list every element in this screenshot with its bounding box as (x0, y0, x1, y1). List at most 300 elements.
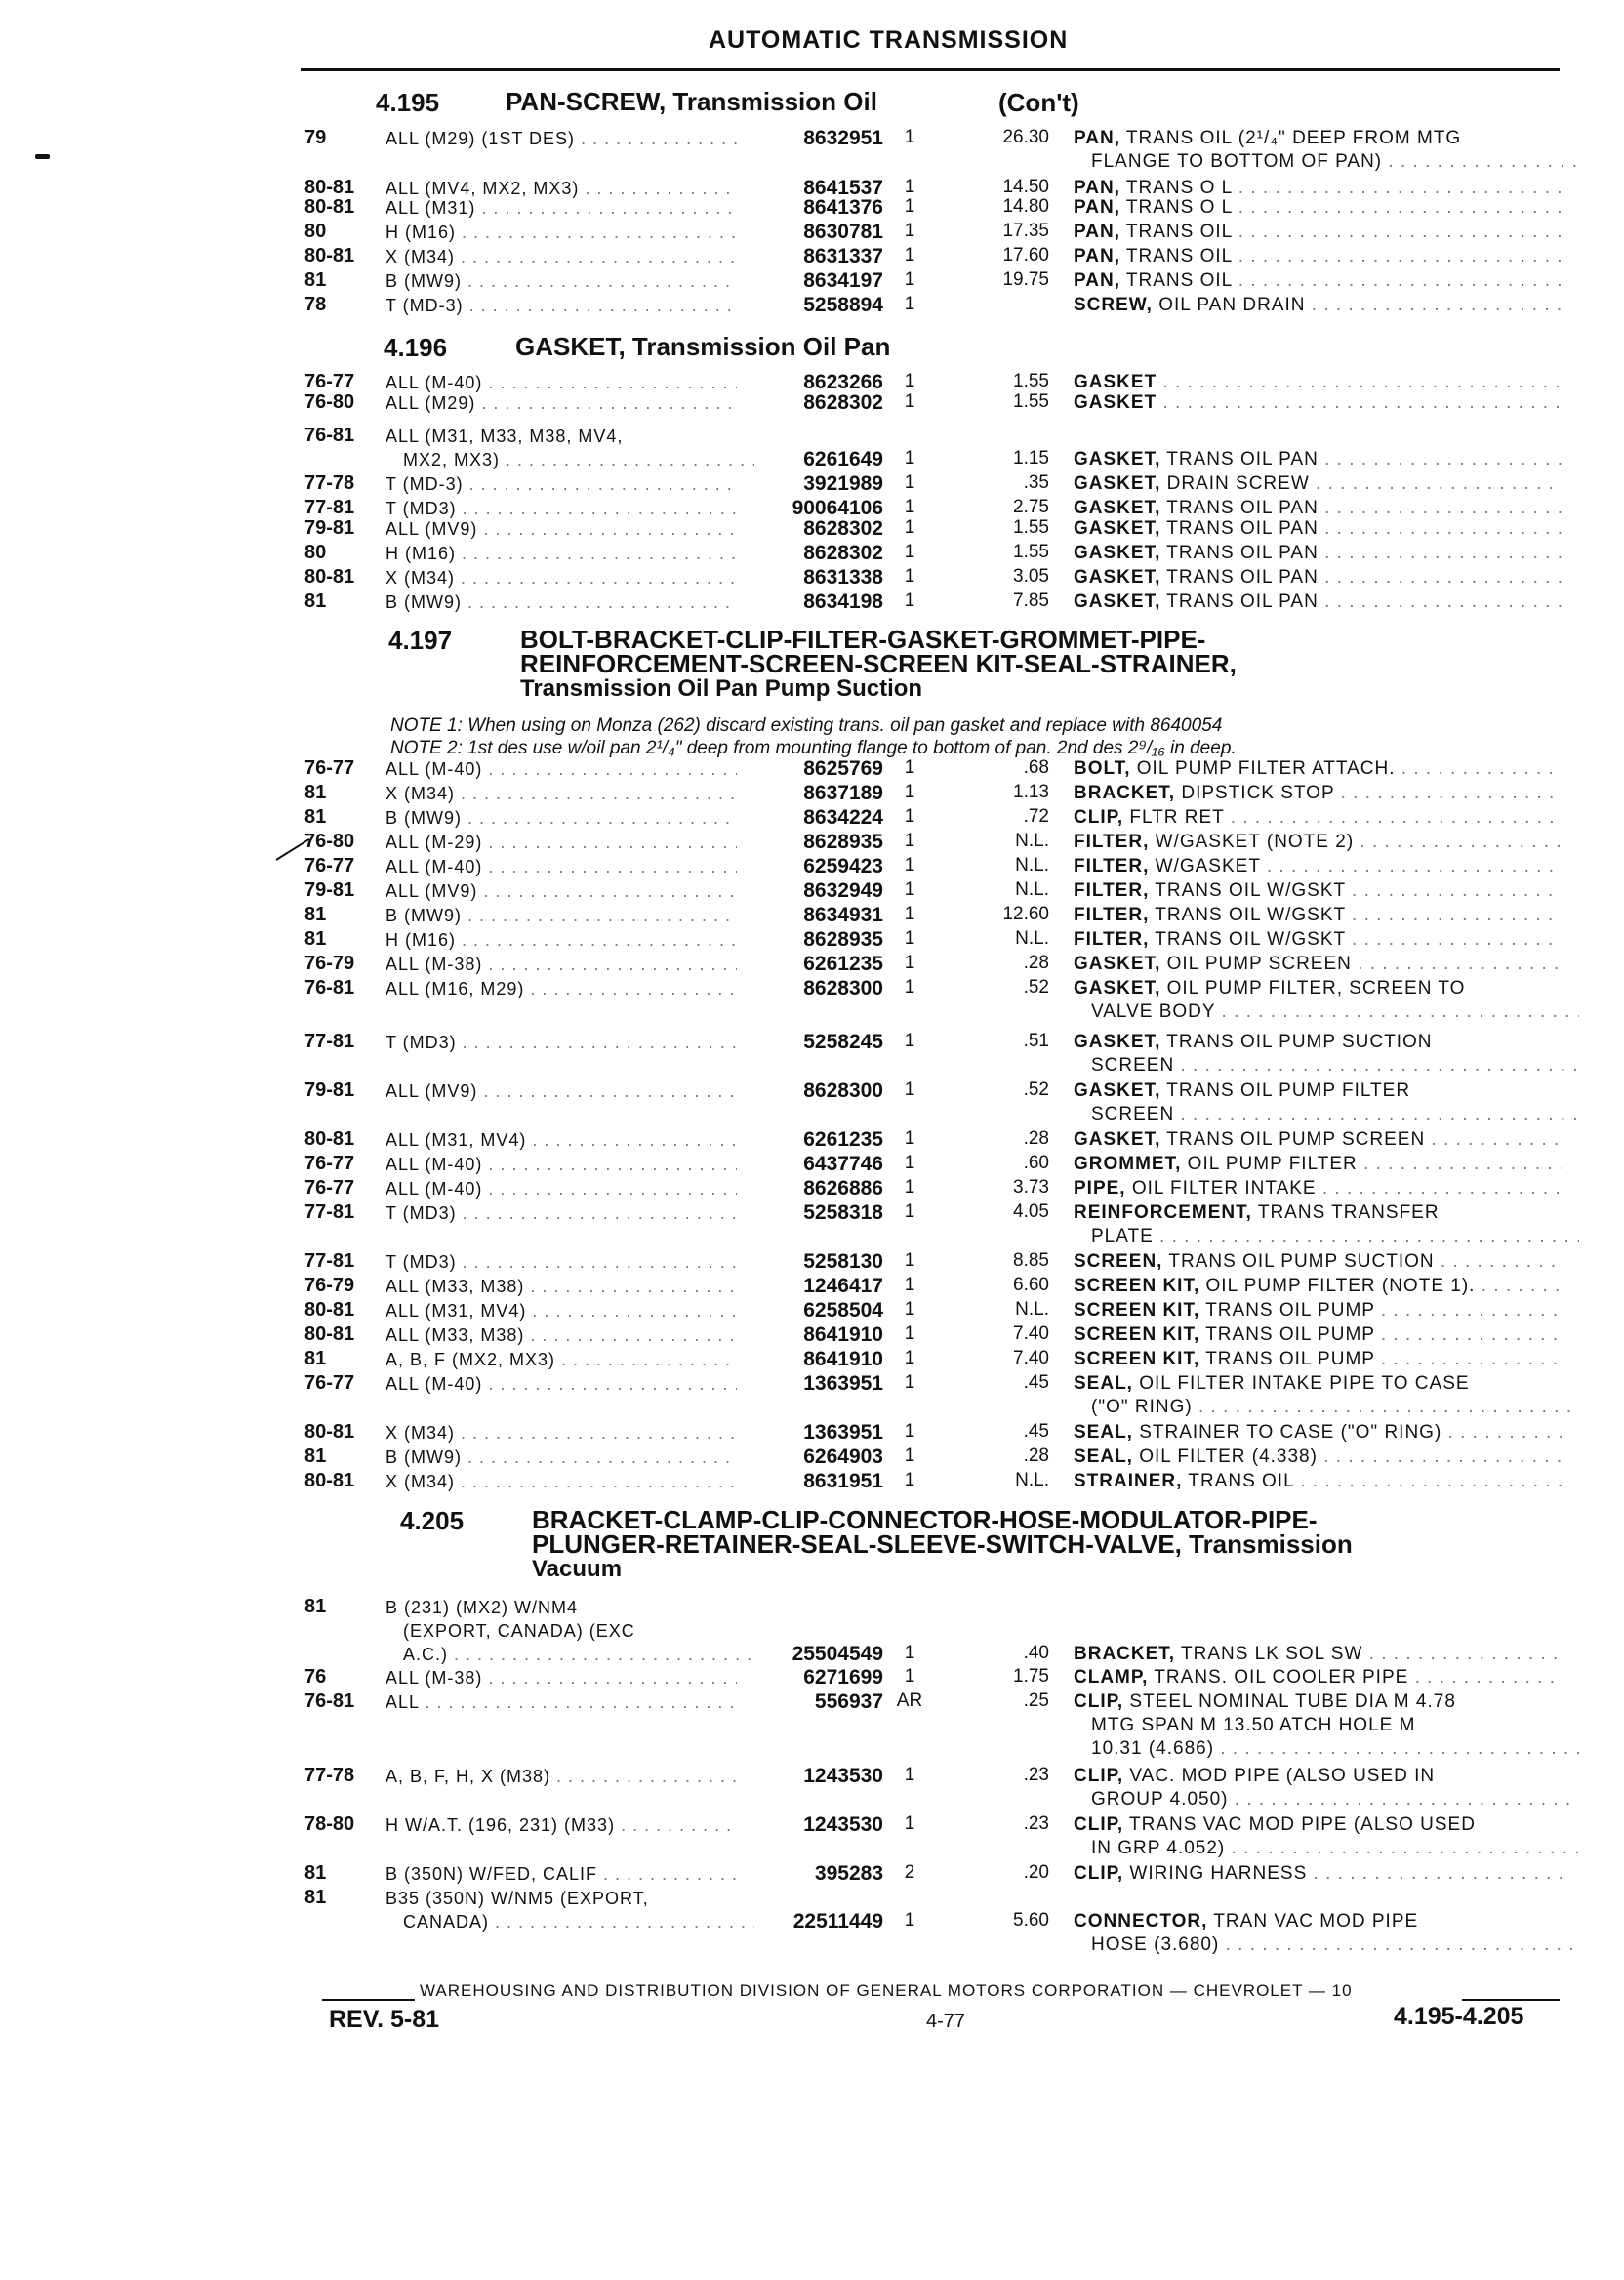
part-number: 8631338 (803, 566, 883, 589)
section-title (520, 625, 1237, 702)
part-description (1074, 953, 1562, 976)
description-text: TRANS OIL PAN (1166, 543, 1319, 563)
model-application (386, 904, 737, 927)
model-year: 80 (304, 221, 327, 242)
model-line: (EXPORT, CANADA) (EXC (403, 1621, 635, 1641)
description-line (1074, 221, 1562, 244)
model-year: 77-81 (304, 1031, 355, 1052)
part-name: GASKET (1074, 372, 1157, 392)
description-line (1074, 391, 1562, 415)
part-description (1074, 1323, 1562, 1347)
model-year: 77-81 (304, 1201, 355, 1223)
list-price: 4.05 (1013, 1201, 1049, 1222)
part-name: CLAMP, (1074, 1667, 1149, 1688)
part-row (304, 1666, 1563, 1691)
part-description (1074, 977, 1579, 1024)
description-text: FLANGE TO BOTTOM OF PAN) (1091, 151, 1383, 172)
model-application (386, 1372, 737, 1396)
part-name: CLIP, (1074, 1766, 1124, 1786)
model-application (386, 1348, 737, 1371)
part-name: BRACKET, (1074, 783, 1176, 803)
description-line (1074, 245, 1562, 268)
part-row (304, 472, 1563, 498)
list-price: N.L. (1015, 1470, 1049, 1490)
part-name: FILTER, (1074, 880, 1150, 901)
model-line: B (MW9) . . . (386, 269, 737, 293)
description-text: OIL PUMP FILTER, SCREEN TO (1166, 978, 1466, 998)
model-application (386, 1031, 737, 1054)
description-line (1074, 1643, 1562, 1666)
description-line (1074, 1788, 1579, 1812)
description-text: TRANS OIL W/GSKT (1155, 929, 1346, 950)
description-text: TRANS OIL PAN (1166, 518, 1319, 539)
quantity: 1 (904, 953, 915, 973)
description-line (1074, 1299, 1562, 1323)
part-row (304, 1275, 1563, 1300)
model-application (386, 1445, 737, 1469)
part-description (1074, 1275, 1562, 1298)
part-number: 8626886 (803, 1177, 883, 1200)
description-line (1074, 1862, 1562, 1886)
part-number: 395283 (814, 1862, 883, 1885)
list-price: N.L. (1015, 1299, 1049, 1320)
model-year: 76-77 (304, 1153, 355, 1174)
part-description (1074, 855, 1562, 878)
description-text: TRANS OIL PAN (1166, 591, 1319, 612)
model-application (386, 782, 737, 805)
part-name: CLIP, (1074, 1814, 1124, 1835)
part-row (304, 542, 1563, 567)
part-description (1074, 1250, 1562, 1274)
model-line: ALL (M-40) . . . (386, 1177, 737, 1201)
model-application (386, 1690, 737, 1714)
part-description (1074, 904, 1562, 927)
model-year: 80-81 (304, 566, 355, 588)
quantity: 1 (904, 1470, 915, 1490)
model-year: 80-81 (304, 245, 355, 266)
quantity: 1 (904, 1275, 915, 1295)
part-row (304, 1445, 1563, 1471)
description-line (1074, 294, 1562, 317)
model-year: 81 (304, 1887, 327, 1908)
quantity: 1 (904, 221, 915, 241)
part-number: 8632949 (803, 879, 883, 902)
part-name: GASKET, (1074, 978, 1161, 998)
model-line: ALL (M33, M38) . . . (386, 1323, 737, 1347)
description-line (1074, 1396, 1579, 1419)
part-row (304, 1470, 1563, 1495)
description-line (1074, 1225, 1579, 1248)
description-line (1074, 542, 1562, 565)
part-description (1074, 757, 1562, 781)
model-line: T (MD-3) . . . (386, 294, 737, 317)
list-price: .28 (1023, 1128, 1049, 1149)
quantity: 1 (904, 1323, 915, 1344)
part-row (304, 1348, 1563, 1373)
description-text: TRANS VAC MOD PIPE (ALSO USED (1129, 1814, 1476, 1835)
model-application (386, 127, 737, 150)
part-row (304, 1596, 1563, 1665)
model-line: B (350N) W/FED, CALIF . . . (386, 1862, 737, 1886)
model-application (386, 221, 737, 244)
part-row (304, 1299, 1563, 1324)
quantity: 1 (904, 1643, 915, 1663)
description-text: GROUP 4.050) (1091, 1789, 1229, 1810)
part-row (304, 1421, 1563, 1446)
page-number: 4-77 (926, 2011, 966, 2032)
description-line (1074, 1813, 1562, 1837)
description-text: TRANS OIL PUMP (1205, 1300, 1375, 1321)
model-line: ALL (M16, M29) . . . (386, 977, 737, 1000)
description-text: TRANS OIL PAN (1166, 449, 1319, 469)
part-row (304, 953, 1563, 978)
list-price: N.L. (1015, 855, 1049, 875)
part-description (1074, 1813, 1579, 1860)
part-description (1074, 1128, 1562, 1152)
model-year: 80-81 (304, 1421, 355, 1443)
list-price: 14.80 (1002, 196, 1049, 217)
model-line: T (MD3) . . . (386, 497, 737, 520)
part-row (304, 127, 1563, 172)
model-year: 76-77 (304, 757, 355, 779)
quantity: 1 (904, 1177, 915, 1198)
list-price: 1.13 (1013, 782, 1049, 802)
part-description (1074, 928, 1562, 952)
model-year: 80 (304, 542, 327, 563)
model-application (386, 1813, 737, 1837)
model-year: 79-81 (304, 879, 355, 901)
description-text: OIL FILTER INTAKE PIPE TO CASE (1139, 1373, 1470, 1394)
model-year: 76-77 (304, 371, 355, 392)
part-row (304, 1153, 1563, 1178)
part-name: PAN, (1074, 128, 1120, 148)
part-description (1074, 1690, 1579, 1761)
list-price: .40 (1023, 1643, 1049, 1663)
quantity: 1 (904, 371, 915, 391)
part-description (1074, 782, 1562, 805)
part-number: 8641910 (803, 1348, 883, 1370)
footer-division: WAREHOUSING AND DISTRIBUTION DIVISION OF GENERAL MOTORS CORPORATION — CHEVROLET — 10 (420, 1981, 1353, 2000)
section-number: 4.197 (388, 626, 453, 655)
section-title (506, 87, 1079, 117)
model-year: 76-77 (304, 1177, 355, 1199)
quantity: 1 (904, 542, 915, 562)
section-title-line: REINFORCEMENT-SCREEN-SCREEN KIT-SEAL-STRAINER, (520, 649, 1237, 678)
part-name: SEAL, (1074, 1446, 1133, 1467)
model-line: T (MD3) . . . (386, 1031, 737, 1054)
list-price: 6.60 (1013, 1275, 1049, 1295)
part-description (1074, 1643, 1562, 1666)
description-text: TRAN VAC MOD PIPE (1213, 1911, 1419, 1932)
part-description (1074, 245, 1562, 268)
part-row (304, 221, 1563, 246)
description-text: TRANS. OIL COOLER PIPE (1154, 1667, 1409, 1688)
model-application (386, 294, 737, 317)
quantity: 1 (904, 1153, 915, 1173)
description-text: DIPSTICK STOP (1181, 783, 1335, 803)
model-application (386, 831, 737, 854)
list-price: 3.73 (1013, 1177, 1049, 1198)
description-line (1074, 1079, 1562, 1103)
description-line (1074, 1348, 1562, 1371)
part-name: BRACKET, (1074, 1644, 1176, 1664)
part-name: PAN, (1074, 246, 1120, 266)
part-row (304, 196, 1563, 222)
part-number: 8628935 (803, 831, 883, 853)
model-line: ALL (M29) (1ST DES) . . . (386, 127, 737, 150)
description-text: TRANS OIL PUMP SUCTION (1166, 1032, 1433, 1052)
part-description (1074, 1445, 1562, 1469)
description-line (1074, 953, 1562, 976)
list-price: 1.75 (1013, 1666, 1049, 1687)
model-line: B (MW9) . . . (386, 904, 737, 927)
part-number: 1246417 (803, 1275, 883, 1297)
part-number: 1363951 (803, 1421, 883, 1444)
description-line (1074, 448, 1562, 471)
model-year: 81 (304, 1862, 327, 1884)
model-year: 80-81 (304, 177, 355, 198)
part-row (304, 517, 1563, 543)
model-application (386, 1201, 737, 1225)
quantity: 2 (904, 1862, 915, 1883)
footer-rule-right (1462, 1999, 1560, 2001)
model-line: H W/A.T. (196, 231) (M33) . . . (386, 1813, 737, 1837)
model-year: 76-79 (304, 953, 355, 974)
part-row (304, 1765, 1563, 1810)
description-text: TRANS OIL PUMP SCREEN (1166, 1129, 1426, 1150)
list-price: 7.40 (1013, 1348, 1049, 1368)
section-title-line: Vacuum (532, 1556, 623, 1582)
quantity: 1 (904, 1031, 915, 1051)
model-line: ALL (M-40) . . . (386, 855, 737, 878)
part-name: PAN, (1074, 197, 1120, 218)
model-year: 81 (304, 1596, 327, 1617)
part-row (304, 1690, 1563, 1759)
model-line: ALL . . . (386, 1690, 737, 1714)
part-description (1074, 448, 1562, 471)
model-line: H (M16) . . . (386, 542, 737, 565)
list-price: 19.75 (1002, 269, 1049, 290)
revision-label: REV. 5-81 (329, 2006, 440, 2033)
part-number: 90064106 (792, 497, 883, 519)
part-row (304, 1372, 1563, 1417)
part-name: GASKET, (1074, 591, 1161, 612)
description-text: TRANS OIL (1188, 1471, 1294, 1491)
model-application (386, 1421, 737, 1445)
model-year: 81 (304, 1348, 327, 1369)
description-text: DRAIN SCREW (1166, 473, 1310, 494)
model-application (386, 1323, 737, 1347)
model-year: 81 (304, 928, 327, 950)
part-description (1074, 1372, 1579, 1419)
part-description (1074, 472, 1562, 496)
part-row (304, 1079, 1563, 1124)
part-number: 8634198 (803, 590, 883, 613)
part-number: 8634931 (803, 904, 883, 926)
model-year: 78-80 (304, 1813, 355, 1835)
model-application (386, 1666, 737, 1690)
quantity: 1 (904, 517, 915, 538)
description-text: TRANS OIL PUMP FILTER (1166, 1080, 1411, 1101)
part-number: 1243530 (803, 1765, 883, 1787)
description-text: TRANS OIL PUMP (1205, 1349, 1375, 1369)
description-text: TRANS OIL (1125, 222, 1233, 242)
model-application (386, 1153, 737, 1176)
model-year: 80-81 (304, 196, 355, 218)
part-name: GROMMET, (1074, 1154, 1182, 1174)
part-number: 8631337 (803, 245, 883, 267)
part-description (1074, 879, 1562, 903)
description-text: TRANS OIL PAN (1166, 498, 1319, 518)
description-line (1074, 472, 1562, 496)
model-line: ALL (M-38) . . . (386, 1666, 737, 1690)
model-line: ALL (MV9) . . . (386, 517, 737, 541)
model-application (386, 1177, 737, 1201)
part-description (1074, 1765, 1579, 1812)
part-number: 8641376 (803, 196, 883, 219)
quantity: 1 (904, 879, 915, 900)
list-price: 5.60 (1013, 1910, 1049, 1931)
part-description (1074, 806, 1562, 830)
part-description (1074, 517, 1562, 541)
part-number: 8628935 (803, 928, 883, 951)
part-number: 8628302 (803, 542, 883, 564)
part-description (1074, 542, 1562, 565)
quantity: 1 (904, 1079, 915, 1100)
quantity: 1 (904, 590, 915, 611)
part-name: SEAL, (1074, 1422, 1133, 1443)
part-name: GASKET, (1074, 518, 1161, 539)
quantity: AR (896, 1690, 923, 1711)
model-application (386, 1275, 737, 1298)
model-year: 81 (304, 269, 327, 291)
part-number: 6264903 (803, 1445, 883, 1468)
description-line (1074, 757, 1562, 781)
quantity: 1 (904, 757, 915, 778)
quantity: 1 (904, 1128, 915, 1149)
list-price: .45 (1023, 1421, 1049, 1442)
model-year: 76-79 (304, 1275, 355, 1296)
part-number: 8630781 (803, 221, 883, 243)
part-number: 8628302 (803, 391, 883, 414)
quantity: 1 (904, 1372, 915, 1393)
part-row (304, 269, 1563, 295)
part-name: SEAL, (1074, 1373, 1133, 1394)
list-price: .52 (1023, 1079, 1049, 1100)
model-line: B (231) (MX2) W/NM4 (386, 1598, 579, 1617)
model-application (386, 977, 737, 1000)
model-year: 76-80 (304, 391, 355, 413)
part-name: CLIP, (1074, 807, 1124, 828)
description-line (1074, 1372, 1562, 1396)
model-line: H (M16) . . . (386, 221, 737, 244)
quantity: 1 (904, 831, 915, 851)
description-text: OIL FILTER INTAKE (1131, 1178, 1317, 1199)
model-year: 79-81 (304, 517, 355, 539)
model-application (386, 1862, 737, 1886)
model-application (386, 472, 737, 496)
part-number: 5258245 (803, 1031, 883, 1053)
model-line: ALL (M31, MV4) . . . (386, 1299, 737, 1323)
description-line (1074, 127, 1562, 150)
list-price: 17.35 (1002, 221, 1049, 241)
description-line (1074, 977, 1562, 1000)
model-line: ALL (M31) . . . (386, 196, 737, 220)
part-row (304, 391, 1563, 417)
model-line: ALL (M33, M38) . . . (386, 1275, 737, 1298)
part-description (1074, 1153, 1562, 1176)
model-line: X (M34) . . . (386, 782, 737, 805)
part-row (304, 879, 1563, 905)
list-price: .20 (1023, 1862, 1049, 1883)
part-name: STRAINER, (1074, 1471, 1183, 1491)
part-name: CONNECTOR, (1074, 1911, 1208, 1932)
part-name: PAN, (1074, 178, 1120, 198)
description-line (1074, 566, 1562, 590)
description-line (1074, 150, 1579, 174)
description-line (1074, 1054, 1579, 1078)
part-description (1074, 391, 1562, 415)
list-price: 7.85 (1013, 590, 1049, 611)
model-application (386, 879, 737, 903)
model-year: 81 (304, 590, 327, 612)
section-number: 4.195 (376, 88, 440, 117)
list-price: 17.60 (1002, 245, 1049, 265)
model-application (386, 566, 737, 590)
part-name: GASKET, (1074, 1032, 1161, 1052)
model-application (386, 245, 737, 268)
model-application (386, 391, 737, 415)
part-name: GASKET, (1074, 449, 1161, 469)
model-application (386, 757, 737, 781)
description-line (1074, 782, 1562, 805)
section-number: 4.205 (400, 1506, 465, 1535)
part-row (304, 566, 1563, 591)
part-number: 556937 (814, 1690, 883, 1713)
description-line (1074, 831, 1562, 854)
description-text: SCREEN (1091, 1055, 1175, 1076)
list-price: .45 (1023, 1372, 1049, 1393)
part-name: SCREEN KIT, (1074, 1276, 1200, 1296)
quantity: 1 (904, 977, 915, 998)
part-number: 5258318 (803, 1201, 883, 1224)
model-year: 76-81 (304, 977, 355, 998)
model-year: 76-77 (304, 855, 355, 876)
quantity: 1 (904, 1666, 915, 1687)
section-range: 4.195-4.205 (1394, 2003, 1524, 2030)
model-year: 76-81 (304, 1690, 355, 1712)
part-name: PAN, (1074, 270, 1120, 291)
quantity: 1 (904, 1348, 915, 1368)
model-application (386, 1079, 737, 1103)
model-line: CANADA) . . . (386, 1910, 754, 1934)
quantity: 1 (904, 127, 915, 147)
part-name: GASKET, (1074, 954, 1161, 974)
model-line: ALL (M-38) . . . (386, 953, 737, 976)
part-number: 8628302 (803, 517, 883, 540)
description-line (1074, 1177, 1562, 1201)
part-number: 8641910 (803, 1323, 883, 1346)
part-row (304, 1250, 1563, 1276)
part-row (304, 831, 1563, 856)
list-price: .60 (1023, 1153, 1049, 1173)
description-text: OIL FILTER (4.338) (1139, 1446, 1318, 1467)
section-title-line: BRACKET-CLAMP-CLIP-CONNECTOR-HOSE-MODULATOR-PIPE- (532, 1505, 1318, 1534)
part-description (1074, 590, 1562, 614)
description-text: W/GASKET (1155, 856, 1261, 876)
description-text: TRANS OIL (2¹/₄" DEEP FROM MTG (1125, 128, 1462, 148)
list-price: .68 (1023, 757, 1049, 778)
